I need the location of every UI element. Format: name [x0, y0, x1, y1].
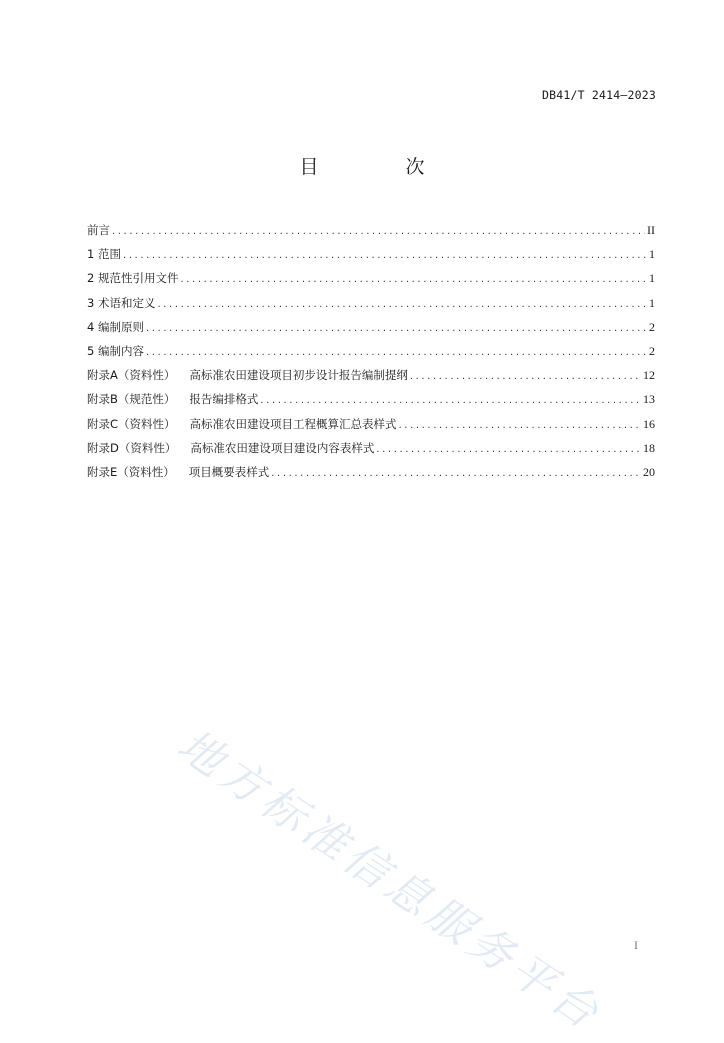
toc-entry-page: II	[647, 223, 655, 237]
toc-entry-label: 前言	[87, 223, 110, 237]
dot-leader	[410, 365, 641, 389]
dot-leader	[260, 389, 641, 413]
toc-entry-label	[87, 436, 374, 460]
dot-leader	[112, 220, 645, 244]
toc-entry-appendix-d[interactable]	[87, 436, 655, 460]
appendix-label: 附录B（规范性）	[87, 392, 176, 407]
toc-entry-page: 13	[643, 392, 655, 407]
watermark: 地方标准信息服务平台	[168, 719, 612, 1042]
appendix-label: 附录E（资料性）	[87, 464, 175, 479]
appendix-label: 附录D（资料性）	[87, 440, 177, 455]
page-number: I	[634, 938, 638, 952]
toc-entry-page: 2	[649, 343, 655, 358]
dot-leader	[146, 341, 647, 365]
toc-entry-label	[87, 460, 269, 484]
toc-entry-content[interactable]	[87, 339, 655, 363]
toc-list	[87, 218, 655, 484]
appendix-title: 项目概要表样式	[188, 464, 270, 479]
dot-leader	[376, 438, 641, 462]
appendix-title: 高标准农田建设项目建设内容表样式	[190, 440, 375, 455]
appendix-label: 附录C（资料性）	[87, 416, 176, 431]
toc-entry-appendix-c[interactable]	[87, 412, 655, 436]
toc-entry-page: 1	[649, 271, 655, 286]
toc-entry-label: 5 编制内容	[87, 343, 144, 358]
toc-entry-page: 12	[643, 368, 655, 383]
toc-entry-label	[87, 363, 408, 387]
toc-entry-label: 3 术语和定义	[87, 295, 156, 310]
toc-entry-foreword[interactable]	[87, 218, 655, 242]
toc-entry-scope[interactable]	[87, 242, 655, 266]
appendix-title: 高标准农田建设项目工程概算汇总表样式	[189, 416, 397, 431]
appendix-title: 高标准农田建设项目初步设计报告编制提纲	[189, 368, 408, 383]
toc-entry-page: 16	[643, 416, 655, 431]
doc-code: DB41/T 2414—2023	[542, 88, 656, 102]
dot-leader	[157, 293, 647, 317]
toc-entry-principles[interactable]	[87, 315, 655, 339]
toc-entry-page: 2	[649, 319, 655, 334]
dot-leader	[180, 268, 647, 292]
appendix-label: 附录A（资料性）	[87, 368, 176, 383]
toc-entry-appendix-b[interactable]	[87, 387, 655, 411]
toc-entry-page: 18	[643, 440, 655, 455]
toc-entry-label: 1 范围	[87, 247, 121, 262]
toc-entry-terms-definitions[interactable]	[87, 291, 655, 315]
toc-entry-page: 1	[649, 295, 655, 310]
toc-entry-label	[87, 387, 258, 411]
dot-leader	[271, 462, 641, 486]
toc-entry-normative-references[interactable]	[87, 266, 655, 290]
toc-entry-label: 2 规范性引用文件	[87, 271, 179, 286]
toc-entry-page: 1	[649, 247, 655, 262]
appendix-title: 报告编排格式	[189, 392, 259, 407]
toc-entry-appendix-a[interactable]	[87, 363, 655, 387]
toc-entry-label: 4 编制原则	[87, 319, 144, 334]
toc-entry-label	[87, 412, 397, 436]
toc-entry-appendix-e[interactable]	[87, 460, 655, 484]
dot-leader	[123, 244, 647, 268]
toc-entry-page: 20	[643, 464, 655, 479]
toc-title: 目 次	[299, 156, 459, 178]
dot-leader	[399, 414, 641, 438]
dot-leader	[146, 317, 647, 341]
